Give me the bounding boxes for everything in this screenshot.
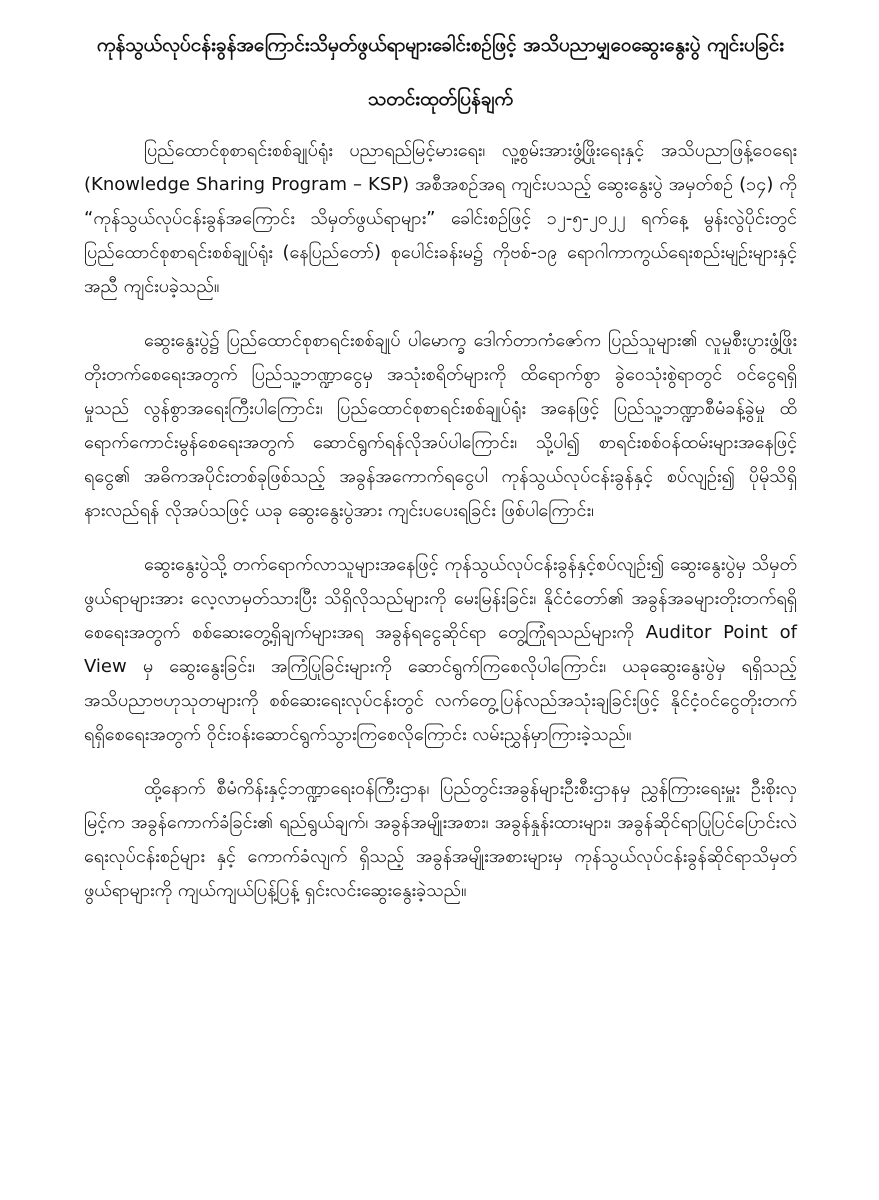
document-subtitle: သတင်းထုတ်ပြန်ချက် — [367, 88, 514, 110]
paragraph-2: ဆွေးနွေးပွဲ၌ ပြည်ထောင်စုစာရင်းစစ်ချုပ် ပါမောက္ခ ဒေါက်တာကံဇော်က ပြည်သူများ၏ လူမှုစီးပွားဖွံ့ဖြိုးတိုးတက်စေရေးအတွက် ပြည်သူ့ဘဏ္ဍာငွေမှ အသုံးစရိတ်များကို ထိရောက်စွာ ခွဲဝေသုံးစွဲရာတွင် ဝင်ငွေရရှိမှုသည် လွန်စွာအရေးကြီးပါကြောင်း၊ ပြည်ထောင်စုစာရင်းစစ်ချုပ်ရုံး အနေဖြင့် ပြည်သူ့ဘဏ္ဍာစီမံခန့်ခွဲမှု ထိရောက်ကောင်းမွန်စေရေးအတွက် ဆောင်ရွက်ရန်လိုအပ်ပါကြောင်း၊ သို့ပါ၍ စာရင်းစစ်ဝန်ထမ်းများအနေဖြင့် ရငွေ၏ အဓိကအပိုင်းတစ်ခုဖြစ်သည့် အခွန်အကောက်ရငွေပါ ကုန်သွယ်လုပ်ငန်းခွန်နှင့် စပ်လျဉ်း၍ ပိုမိုသိရှိနားလည်ရန် လိုအပ်သဖြင့် ယခု ဆွေးနွေးပွဲအား ကျင်းပပေးရခြင်း ဖြစ်ပါကြောင်း၊ — [84, 330, 797, 521]
paragraph-1: ပြည်ထောင်စုစာရင်းစစ်ချုပ်ရုံး ပညာရည်မြင့်မားရေး၊ လူ့စွမ်းအားဖွံ့ဖြိုးရေးနှင့် အသိပညာဖြန့်ဝေရေး (Knowledge Sharing Program – KSP) အစီအစဉ်အရ ကျင်းပသည့် ဆွေးနွေးပွဲ အမှတ်စဉ် (၁၄) ကို “ကုန်သွယ်လုပ်ငန်းခွန်အကြောင်း သိမှတ်ဖွယ်ရာများ” ခေါင်းစဉ်ဖြင့် ၁၂-၅-၂၀၂၂ ရက်နေ့ မွန်းလွဲပိုင်းတွင် ပြည်ထောင်စုစာရင်းစစ်ချုပ်ရုံး (နေပြည်တော်) စုပေါင်းခန်းမ၌ ကိုဗစ်-၁၉ ရောဂါကာကွယ်ရေးစည်းမျဉ်းများနှင့်အညီ ကျင်းပခဲ့သည်။ — [84, 140, 797, 297]
document-title: ကုန်သွယ်လုပ်ငန်းခွန်အကြောင်းသိမှတ်ဖွယ်ရာများခေါင်းစဉ်ဖြင့် အသိပညာမျှဝေဆွေးနွေးပွဲ ကျင်းပခြင်း — [96, 34, 785, 56]
paragraph-3: ဆွေးနွေးပွဲသို့ တက်ရောက်လာသူများအနေဖြင့် ကုန်သွယ်လုပ်ငန်းခွန်နှင့်စပ်လျဉ်း၍ ဆွေးနွေးပွဲမှ သိမှတ်ဖွယ်ရာများအား လေ့လာမှတ်သားပြီး သိရှိလိုသည်များကို မေးမြန်းခြင်း၊ နိုင်ငံတော်၏ အခွန်အခများတိုးတက်ရရှိစေရေးအတွက် စစ်ဆေးတွေ့ရှိချက်များအရ အခွန်ရငွေဆိုင်ရာ တွေ့ကြုံရသည်များကို Auditor Point of View မှ ဆွေးနွေးခြင်း၊ အကြံပြုခြင်းများကို ဆောင်ရွက်ကြစေလိုပါကြောင်း၊ ယခုဆွေးနွေးပွဲမှ ရရှိသည့် အသိပညာဗဟုသုတများကို စစ်ဆေးရေးလုပ်ငန်းတွင် လက်တွေ့ပြန်လည်အသုံးချခြင်းဖြင့် နိုင်ငံ့ဝင်ငွေတိုးတက် ရရှိစေရေးအတွက် ဝိုင်းဝန်းဆောင်ရွက်သွားကြစေလိုကြောင်း လမ်းညွှန်မှာကြားခဲ့သည်။ — [84, 554, 797, 745]
paragraph-4: ထို့နောက် စီမံကိန်းနှင့်ဘဏ္ဍာရေးဝန်ကြီးဌာန၊ ပြည်တွင်းအခွန်များဦးစီးဌာနမှ ညွှန်ကြားရေးမှူး ဦးစိုးလှမြင့်က အခွန်ကောက်ခံခြင်း၏ ရည်ရွယ်ချက်၊ အခွန်အမျိုးအစား၊ အခွန်နှုန်းထားများ၊ အခွန်ဆိုင်ရာပြုပြင်ပြောင်းလဲရေးလုပ်ငန်းစဉ်များ နှင့် ကောက်ခံလျက် ရှိသည့် အခွန်အမျိုးအစားများမှ ကုန်သွယ်လုပ်ငန်းခွန်ဆိုင်ရာသိမှတ်ဖွယ်ရာများကို ကျယ်ကျယ်ပြန့်ပြန့် ရှင်းလင်းဆွေးနွေးခဲ့သည်။ — [84, 778, 797, 901]
